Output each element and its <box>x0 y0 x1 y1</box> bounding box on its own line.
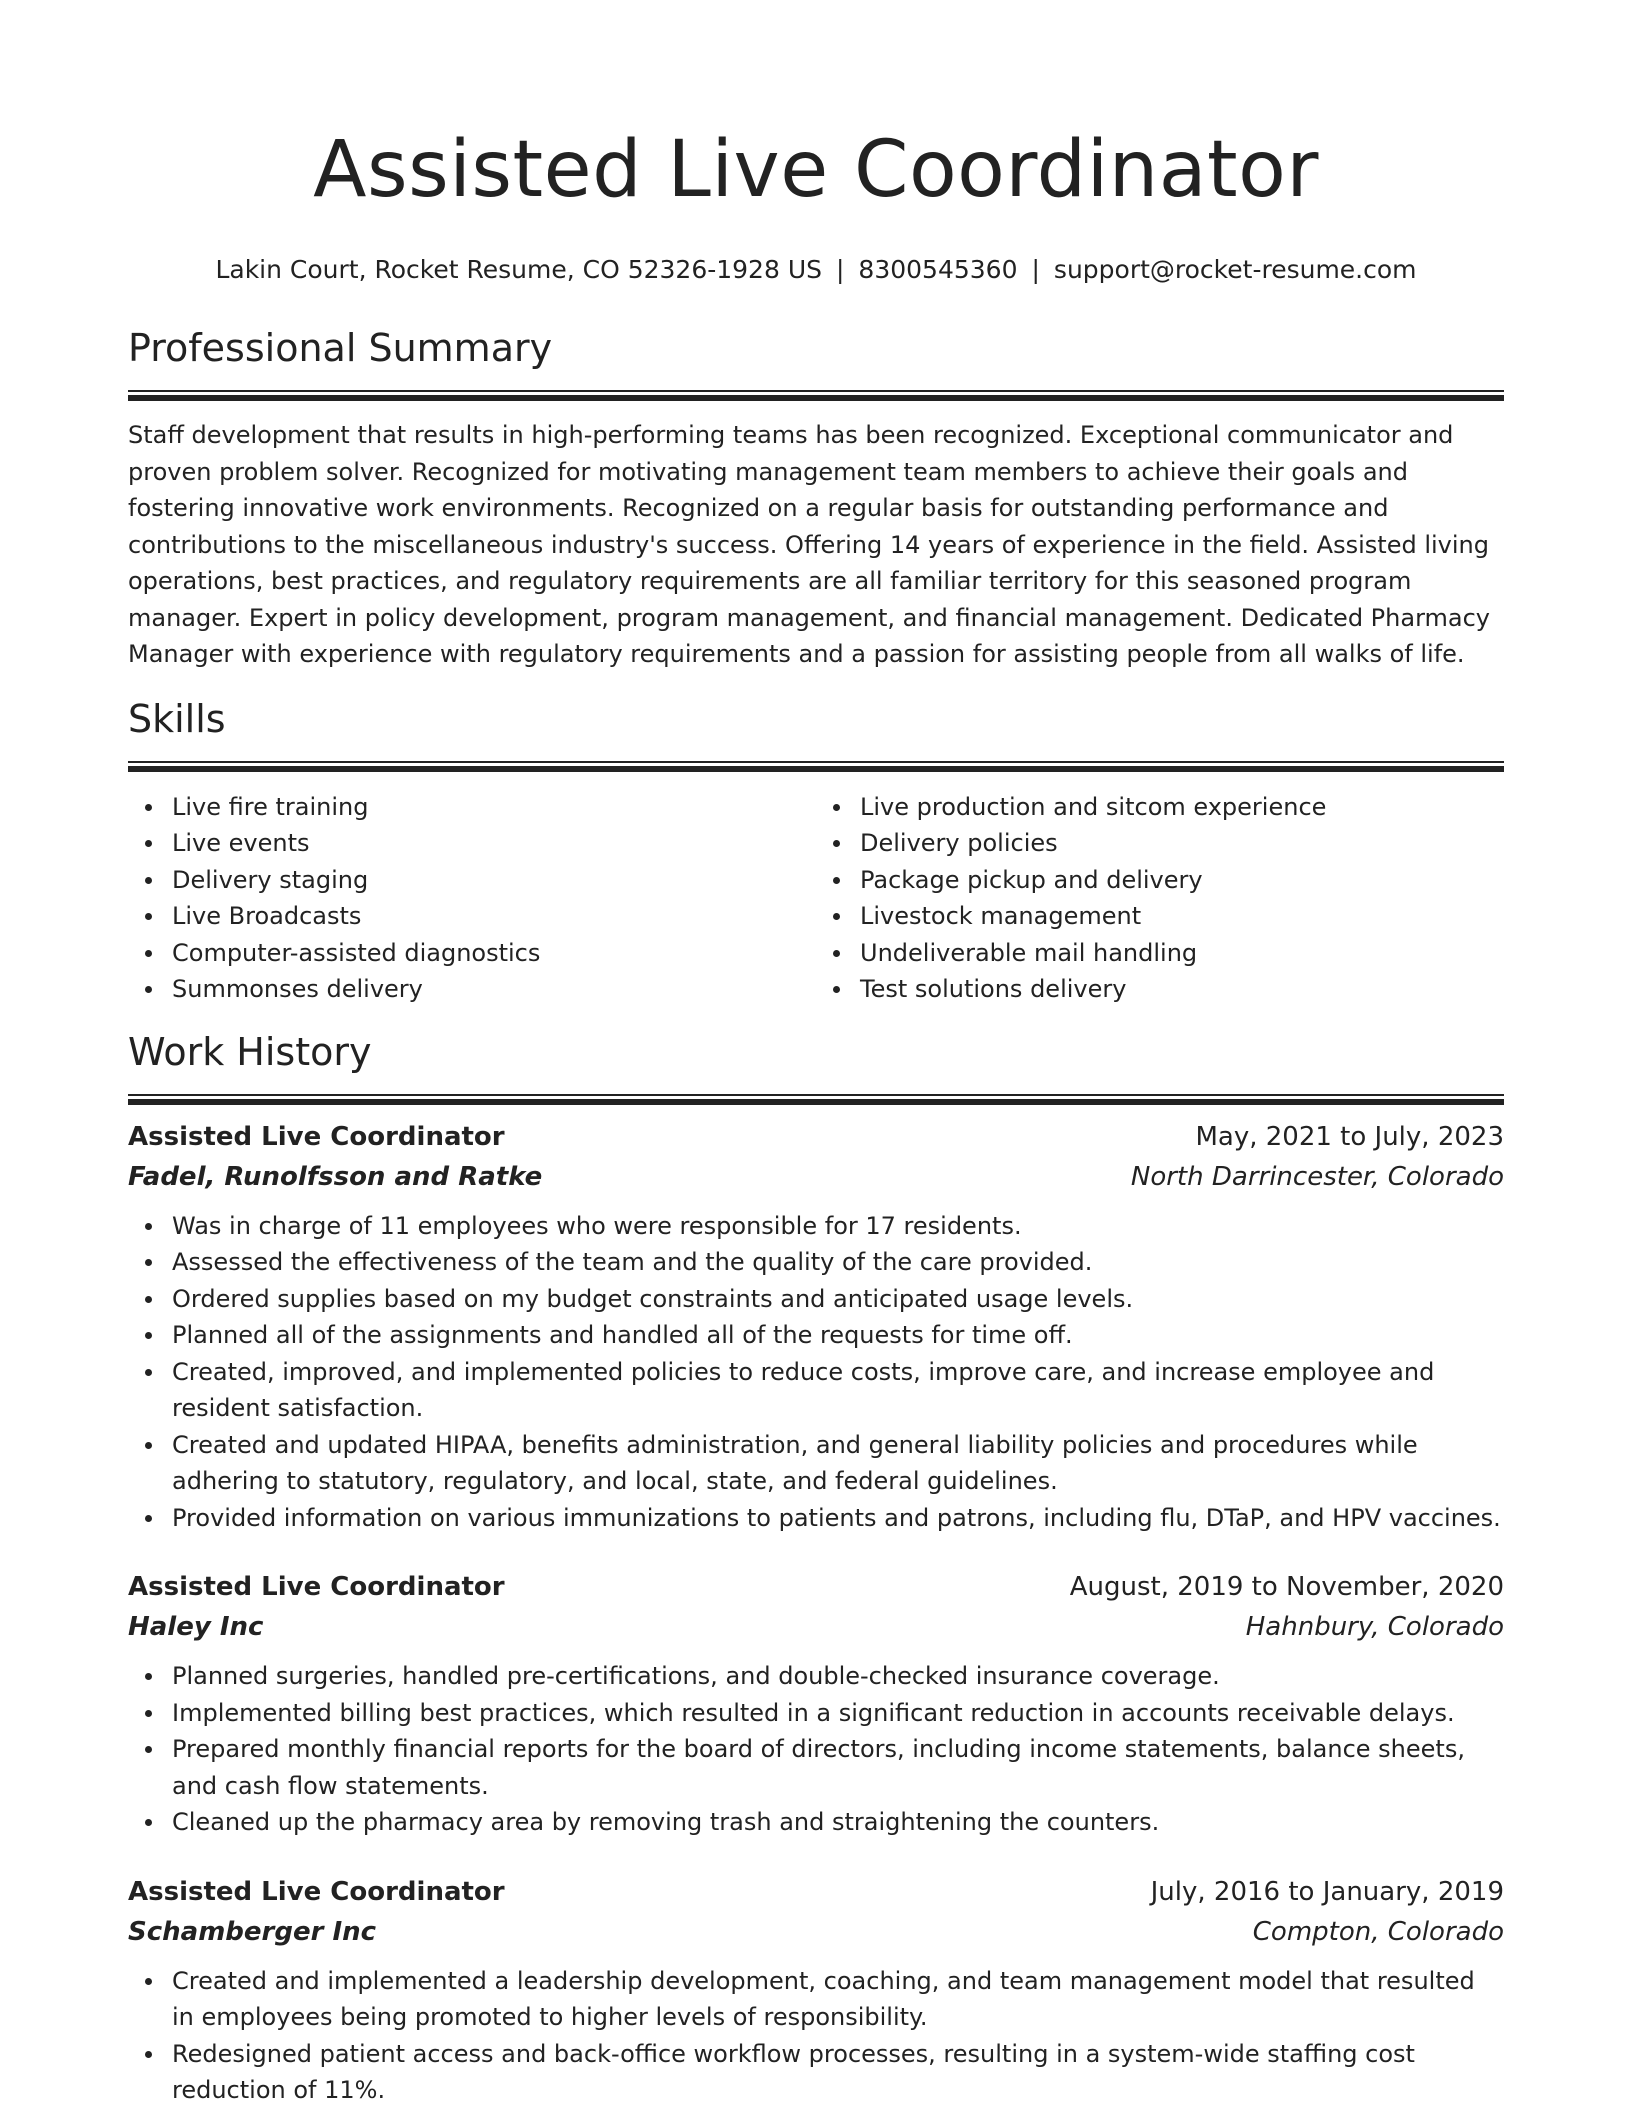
skill-item: Livestock management <box>860 898 1504 935</box>
job-dates: May, 2021 to July, 2023 <box>1195 1121 1504 1152</box>
job-bullet: Planned surgeries, handled pre-certifications, and double-checked insurance coverage. <box>172 1658 1504 1695</box>
job-dates: August, 2019 to November, 2020 <box>1069 1572 1504 1602</box>
skill-item: Live Broadcasts <box>172 898 816 935</box>
skill-item: Package pickup and delivery <box>860 862 1504 899</box>
job-company: Schamberger Inc <box>128 1916 377 1947</box>
job-entry <box>128 1117 1504 1537</box>
skills-columns <box>128 789 1504 1008</box>
skill-item: Test solutions delivery <box>860 971 1504 1008</box>
job-entry <box>128 1872 1504 2109</box>
skill-item: Computer-assisted diagnostics <box>172 935 816 972</box>
job-header <box>128 1567 1504 1607</box>
job-bullet: Ordered supplies based on my budget constraints and anticipated usage levels. <box>172 1281 1504 1318</box>
job-bullet: Planned all of the assignments and handled all of the requests for time off. <box>172 1317 1504 1354</box>
job-bullets <box>128 1963 1504 2109</box>
job-title: Assisted Live Coordinator <box>128 1876 505 1907</box>
job-bullet: Created and updated HIPAA, benefits administration, and general liability policies and procedures while adhering to statutory, regulatory, and local, state, and federal guidelines. <box>172 1427 1504 1500</box>
section-divider <box>128 390 1504 401</box>
job-bullet: Redesigned patient access and back-office workflow processes, resulting in a system-wide staffing cost reduction of 11%. <box>172 2036 1504 2109</box>
job-company: Haley Inc <box>128 1612 264 1642</box>
contact-separator: | <box>835 255 845 284</box>
job-dates: July, 2016 to January, 2019 <box>1150 1876 1504 1907</box>
job-location: Compton, Colorado <box>1252 1916 1504 1947</box>
candidate-name: Assisted Live Coordinator <box>313 125 1319 215</box>
contact-separator: | <box>1031 255 1040 284</box>
section-title-work-history: Work History <box>128 1029 372 1074</box>
job-bullet: Implemented billing best practices, which resulted in a significant reduction in accounts receivable delays. <box>172 1695 1504 1732</box>
section-title-summary: Professional Summary <box>128 326 553 370</box>
job-entry <box>128 1567 1504 1841</box>
contact-phone: 8300545360 <box>858 255 1018 284</box>
section-title-skills: Skills <box>128 696 226 741</box>
job-header <box>128 1117 1504 1157</box>
skill-item: Delivery policies <box>860 825 1504 862</box>
skills-list-right <box>816 789 1504 1008</box>
job-bullet: Created and implemented a leadership development, coaching, and team management model that resulted in employees being promoted to higher levels of responsibility. <box>172 1963 1504 2036</box>
job-subheader <box>128 1607 1504 1647</box>
job-bullet: Provided information on various immunizations to patients and patrons, including flu, DTaP, and HPV vaccines. <box>172 1500 1504 1537</box>
job-location: North Darrincester, Colorado <box>1130 1161 1504 1192</box>
job-bullet: Cleaned up the pharmacy area by removing trash and straightening the counters. <box>172 1804 1504 1841</box>
job-title: Assisted Live Coordinator <box>128 1572 505 1602</box>
job-company: Fadel, Runolfsson and Ratke <box>128 1161 543 1192</box>
contact-email: support@rocket-resume.com <box>1053 255 1417 284</box>
job-bullet: Prepared monthly financial reports for the board of directors, including income statements, balance sheets, and cash flow statements. <box>172 1731 1504 1804</box>
skill-item: Summonses delivery <box>172 971 816 1008</box>
job-bullet: Assessed the effectiveness of the team and the quality of the care provided. <box>172 1244 1504 1281</box>
section-divider <box>128 761 1504 772</box>
job-bullet: Created, improved, and implemented policies to reduce costs, improve care, and increase employee and resident satisfaction. <box>172 1354 1504 1427</box>
contact-address: Lakin Court, Rocket Resume, CO 52326-1928 US <box>215 255 822 284</box>
job-title: Assisted Live Coordinator <box>128 1121 505 1152</box>
contact-line <box>128 254 1504 286</box>
job-location: Hahnbury, Colorado <box>1245 1612 1504 1642</box>
job-bullet: Was in charge of 11 employees who were responsible for 17 residents. <box>172 1208 1504 1245</box>
job-subheader <box>128 1912 1504 1952</box>
skill-item: Delivery staging <box>172 862 816 899</box>
skill-item: Live production and sitcom experience <box>860 789 1504 826</box>
summary-text: Staff development that results in high-performing teams has been recognized. Exceptional communicator and proven problem solver. Recognized for motivating management team members to achieve their goals and fostering innovative work environments. Recognized on a regular basis for outstanding performance and contributions to the miscellaneous industry's success. Offering 14 years of experience in the field. Assisted living operations, best practices, and regulatory requirements are all familiar territory for this seasoned program manager. Expert in policy development, program management, and financial management. Dedicated Pharmacy Manager with experience with regulatory requirements and a passion for assisting people from all walks of life. <box>128 421 1490 668</box>
skill-item: Live fire training <box>172 789 816 826</box>
job-bullets <box>128 1658 1504 1841</box>
section-divider <box>128 1094 1504 1105</box>
job-header <box>128 1872 1504 1912</box>
skill-item: Undeliverable mail handling <box>860 935 1504 972</box>
skills-list-left <box>128 789 816 1008</box>
job-subheader <box>128 1157 1504 1197</box>
skill-item: Live events <box>172 825 816 862</box>
job-bullets <box>128 1208 1504 1537</box>
